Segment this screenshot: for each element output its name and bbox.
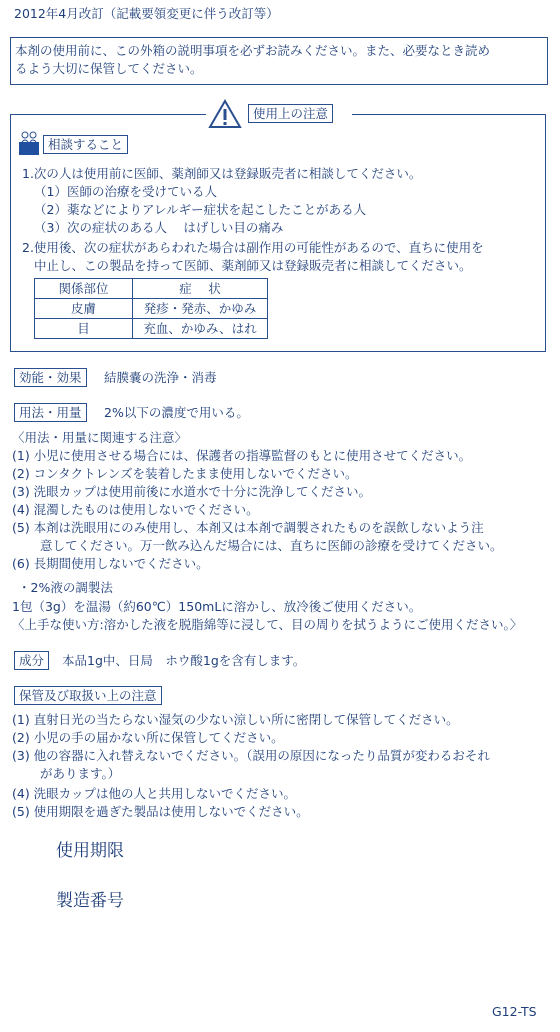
usage-line-5: (4) 混濁したものは使用しないでください。 (12, 502, 259, 517)
usage-line-11: 〈上手な使い方:溶かした液を脱脂綿等に浸して、目の周りを拭うようにご使用ください。〉 (12, 617, 523, 632)
usage-line-3: (2) コンタクトレンズを装着したまま使用しないでください。 (12, 466, 358, 481)
caution-line-2: （1）医師の治療を受けている人 (34, 184, 217, 199)
usage-line-7: 意してください。万一飲み込んだ場合には、直ちに医師の診療を受けてください。 (40, 538, 503, 553)
usage-line-1: 〈用法・用量に関連する注意〉 (12, 430, 188, 445)
expiry-label: 使用期限 (56, 841, 124, 861)
storage-label: 保管及び取扱い上の注意 (14, 686, 162, 705)
product-code: G12-TS (492, 1004, 537, 1019)
caution-line-5: 2.使用後、次の症状があらわれた場合は副作用の可能性があるので、直ちに使用を (22, 240, 484, 255)
table-row (35, 319, 268, 339)
efficacy-label: 効能・効果 (14, 368, 87, 387)
table-cell: 発疹・発赤、かゆみ (133, 299, 268, 319)
consult-icon (18, 130, 40, 156)
storage-line-5: (4) 洗眼カップは他の人と共用しないでください。 (12, 786, 297, 801)
notice-line-2: るよう大切に保管してください。 (15, 61, 203, 76)
usage-line-9: ・2%液の調製法 (18, 580, 113, 595)
usage-line-4: (3) 洗眼カップは使用前後に水道水で十分に洗浄してください。 (12, 484, 372, 499)
usage-line-8: (6) 長期間使用しないでください。 (12, 556, 209, 571)
table-row (35, 299, 268, 319)
usage-text: 2%以下の濃度で用いる。 (104, 405, 249, 420)
usage-line-10: 1包（3g）を温湯（約60℃）150mLに溶かし、放冷後ご使用ください。 (12, 599, 422, 614)
efficacy-text: 結膜嚢の洗浄・消毒 (104, 370, 217, 385)
table-cell: 皮膚 (35, 299, 133, 319)
usage-line-6: (5) 本剤は洗眼用にのみ使用し、本剤又は本剤で調製されたものを誤飲しないよう注 (12, 520, 484, 535)
storage-line-4: があります。） (40, 766, 121, 781)
usage-label: 用法・用量 (14, 403, 87, 422)
ingredients-text: 本品1g中、日局 ホウ酸1gを含有します。 (62, 653, 306, 668)
symptom-table (34, 278, 268, 339)
table-cell: 充血、かゆみ、はれ (133, 319, 268, 339)
table-header-part: 関係部位 (35, 279, 133, 299)
caution-line-1: 1.次の人は使用前に医師、薬剤師又は登録販売者に相談してください。 (22, 166, 422, 181)
storage-line-6: (5) 使用期限を過ぎた製品は使用しないでください。 (12, 804, 309, 819)
table-header-row (35, 279, 268, 299)
storage-line-2: (2) 小児の手の届かない所に保管してください。 (12, 730, 284, 745)
usage-line-2: (1) 小児に使用させる場合には、保護者の指導監督のもとに使用させてください。 (12, 448, 472, 463)
storage-line-3: (3) 他の容器に入れ替えないでください。（誤用の原因になったり品質が変わるおそれ (12, 748, 490, 763)
table-header-symptom: 症 状 (133, 279, 268, 299)
storage-line-1: (1) 直射日光の当たらない湿気の少ない涼しい所に密閉して保管してください。 (12, 712, 459, 727)
caution-line-3: （2）薬などによりアレルギー症状を起こしたことがある人 (34, 202, 367, 217)
ingredients-label: 成分 (14, 651, 49, 670)
revision-date: 2012年4月改訂（記載要領変更に伴う改訂等） (14, 6, 279, 21)
notice-box (10, 37, 548, 85)
caution-line-4: （3）次の症状のある人 はげしい目の痛み (34, 220, 284, 235)
caution-line-6: 中止し、この製品を持って医師、薬剤師又は登録販売者に相談してください。 (34, 258, 472, 273)
caution-title: 使用上の注意 (248, 104, 333, 123)
caution-title-wrap (206, 98, 352, 132)
notice-line-1: 本剤の使用前に、この外箱の説明事項を必ずお読みください。また、必要なとき読め (15, 43, 491, 58)
table-cell: 目 (35, 319, 133, 339)
lot-label: 製造番号 (56, 891, 124, 911)
consult-title: 相談すること (43, 135, 128, 154)
warning-icon (208, 99, 242, 129)
